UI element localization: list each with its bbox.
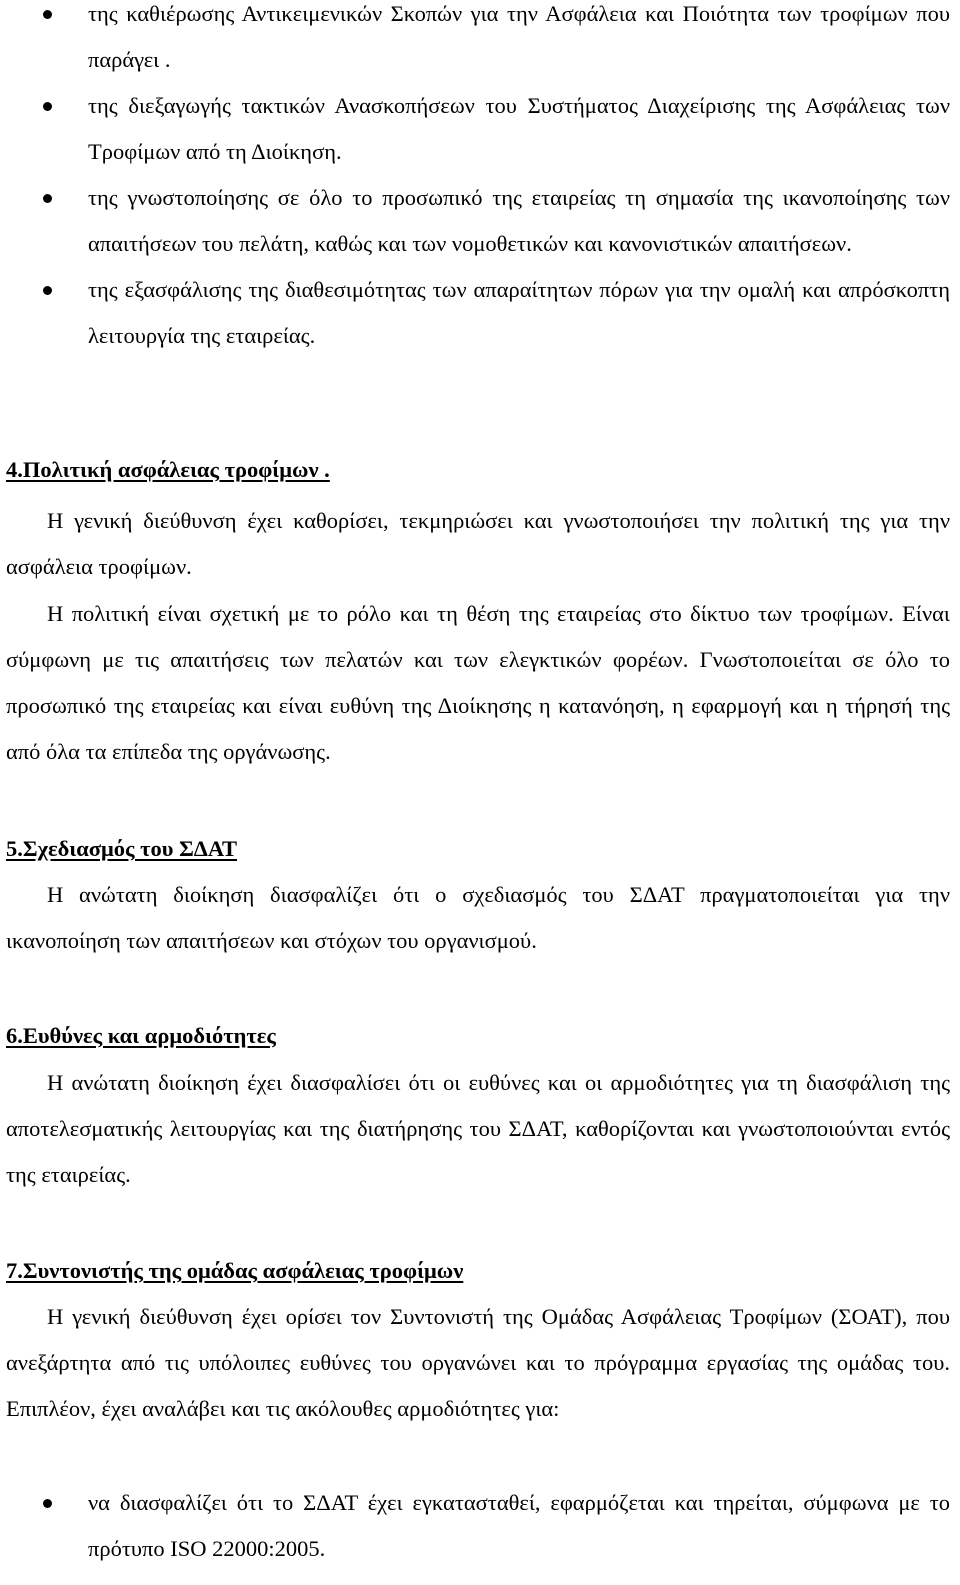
section-4-paragraph-2: Η πολιτική είναι σχετική με το ρόλο και τη θέση της εταιρείας στο δίκτυο των τροφίμων. Είναι σύμφωνη με τις απαιτήσεις των πελατών και των ελεγκτικών φορέων. Γνωστοποιείται σε όλο το προσωπικό της εταιρείας και είναι ευθύνη της Διοίκησης η κατανόηση, η εφαρμογή και η τήρησή της από όλα τα επίπεδα της οργάνωσης. [6,601,950,764]
section-5-paragraph: Η ανώτατη διοίκηση διασφαλίζει ότι ο σχεδιασμός του ΣΔΑΤ πραγματοποιείται για την ικανοποίηση των απαιτήσεων και στόχων του οργανισμού. [6,882,950,953]
bullet-icon [43,286,52,295]
bullet-item [0,267,950,359]
responsibilities-bullet-list [0,0,950,359]
bullet-text: της εξασφάλισης της διαθεσιμότητας των απαραίτητων πόρων για την ομαλή και απρόσκοπτη λειτουργία της εταιρείας. [88,277,950,348]
bullet-icon [43,10,52,19]
coordinator-duties-bullet-list [0,1480,950,1572]
section-4-heading: 4.Πολιτική ασφάλειας τροφίμων . [6,457,330,482]
section-6-paragraph: Η ανώτατη διοίκηση έχει διασφαλίσει ότι οι ευθύνες και οι αρμοδιότητες για τη διασφάλιση της αποτελεσματικής λειτουργίας και της διατήρησης του ΣΔΑΤ, καθορίζονται και γνωστοποιούνται εντός της εταιρείας. [6,1070,950,1187]
bullet-item [0,1480,950,1572]
bullet-text: της γνωστοποίησης σε όλο το προσωπικό της εταιρείας τη σημασία της ικανοποίησης των απαιτήσεων του πελάτη, καθώς και των νομοθετικών και κανονιστικών απαιτήσεων. [88,185,950,256]
bullet-text: να διασφαλίζει ότι το ΣΔΑΤ έχει εγκατασταθεί, εφαρμόζεται και τηρείται, σύμφωνα με το πρότυπο ISO 22000:2005. [88,1490,950,1561]
section-6-heading: 6.Ευθύνες και αρμοδιότητες [6,1023,276,1048]
section-7-heading: 7.Συντονιστής της ομάδας ασφάλειας τροφίμων [6,1258,464,1283]
bullet-item [0,83,950,175]
bullet-icon [43,102,52,111]
bullet-item [0,175,950,267]
section-4-paragraph-1: Η γενική διεύθυνση έχει καθορίσει, τεκμηριώσει και γνωστοποιήσει την πολιτική της για την ασφάλεια τροφίμων. [6,508,950,579]
section-7-paragraph: Η γενική διεύθυνση έχει ορίσει τον Συντονιστή της Ομάδας Ασφάλειας Τροφίμων (ΣΟΑΤ), που ανεξάρτητα από τις υπόλοιπες ευθύνες του οργανώνει και το πρόγραμμα εργασίας της ομάδας του. Επιπλέον, έχει αναλάβει και τις ακόλουθες αρμοδιότητες για: [6,1304,950,1421]
section-5-heading: 5.Σχεδιασμός του ΣΔΑΤ [6,836,237,861]
bullet-icon [43,1499,52,1508]
bullet-icon [43,194,52,203]
bullet-item [0,0,950,83]
bullet-text: της διεξαγωγής τακτικών Ανασκοπήσεων του Συστήματος Διαχείρισης της Ασφάλειας των Τροφίμων από τη Διοίκηση. [88,93,950,164]
bullet-text: της καθιέρωσης Αντικειμενικών Σκοπών για την Ασφάλεια και Ποιότητα των τροφίμων που παράγει . [88,1,950,72]
